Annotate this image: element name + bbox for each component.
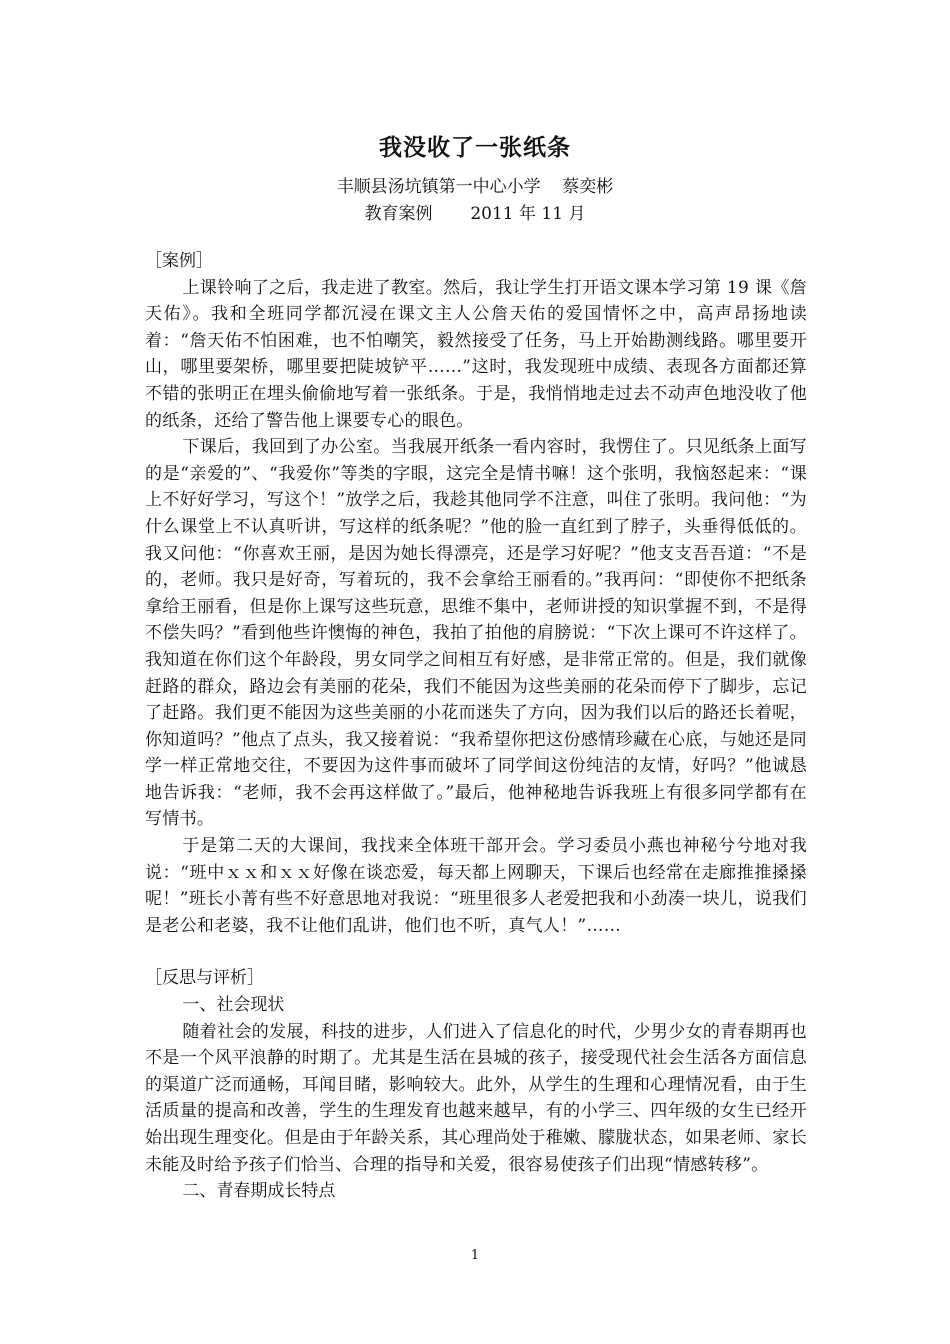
document-body	[145, 248, 807, 1205]
document-title: 我没收了一张纸条	[379, 135, 571, 161]
case-paragraph-2: 下课后，我回到了办公室。当我展开纸条一看内容时，我愣住了。只见纸条上面写的是“亲爱的”、“我爱你”等类的字眼，这完全是情书嘛！这个张明，我恼怒起来：“课上不好好学习，写这个！”放学之后，我趁其他同学不注意，叫住了张明。我问他：“为什么课堂上不认真听讲，写这样的纸条呢？”他的脸一直红到了脖子，头垂得低低的。我又问他：“你喜欢王丽，是因为她长得漂亮，还是学习好呢？”他支支吾吾道：“不是的，老师。我只是好奇，写着玩的，我不会拿给王丽看的。”我再问：“即使你不把纸条拿给王丽看，但是你上课写这些玩意，思维不集中，老师讲授的知识掌握不到，不是得不偿失吗？”看到他些许懊悔的神色，我拍了拍他的肩膀说：“下次上课可不许这样了。我知道在你们这个年龄段，男女同学之间相互有好感，是非常正常的。但是，我们就像赶路的群众，路边会有美丽的花朵，我们不能因为这些美丽的花朵而停下了脚步，忘记了赶路。我们更不能因为这些美丽的小花而迷失了方向，因为我们以后的路还长着呢，你知道吗？”他点了点头，我又接着说：“我希望你把这份感情珍藏在心底，与她还是同学一样正常地交往，不要因为这件事而破坏了同学间这份纯洁的友情，好吗？”他诚恳地告诉我：“老师，我不会再这样做了。”最后，他神秘地告诉我班上有很多同学都有在写情书。	[145, 437, 807, 830]
case-paragraph-3: 于是第二天的大课间，我找来全体班干部开会。学习委员小燕也神秘兮兮地对我说：“班中ｘｘ和ｘｘ好像在谈恋爱，每天都上网聊天，下课后也经常在走廊推推搡搡呢！”班长小菁有些不好意思地对我说：“班里很多人老爱把我和小劲凑一块儿，说我们是老公和老婆，我不让他们乱讲，他们也不听，真气人！”……	[145, 836, 807, 936]
document-type-date: 教育案例 2011 年 11 月	[364, 204, 586, 224]
case-heading: ［案例］	[145, 251, 213, 271]
reflection-subheading-2: 二、青春期成长特点	[182, 1181, 336, 1202]
section-spacer	[145, 939, 807, 965]
reflection-paragraph: 随着社会的发展，科技的进步，人们进入了信息化的时代，少男少女的青春期再也不是一个风平浪静的时期了。尤其是生活在县城的孩子，接受现代社会生活各方面信息的渠道广泛而通畅，耳闻目睹，影响较大。此外，从学生的生理和心理情况看，由于生活质量的提高和改善，学生的生理发育也越来越早，有的小学三、四年级的女生已经开始出现生理变化。但是由于年龄关系，其心理尚处于稚嫩、朦胧状态，如果老师、家长未能及时给予孩子们恰当、合理的指导和关爱，很容易使孩子们出现“情感转移”。	[145, 1021, 807, 1175]
reflection-subheading-1: 一、社会现状	[182, 995, 285, 1016]
case-paragraph-1: 上课铃响了之后，我走进了教室。然后，我让学生打开语文课本学习第 19 课《詹天佑》。我和全班同学都沉浸在课文主人公詹天佑的爱国情怀之中，高声昂扬地读着：“詹天佑不怕困难，也不怕嘲笑，毅然接受了任务，马上开始勘测线路。哪里要开山，哪里要架桥，哪里要把陡坡铲平……”这时，我发现班中成绩、表现各方面都还算不错的张明正在埋头偷偷地写着一张纸条。于是，我悄悄地走过去不动声色地没收了他的纸条，还给了警告他上课要专心的眼色。	[145, 277, 807, 431]
author-line: 丰顺县汤坑镇第一中心小学 蔡奕彬	[336, 177, 614, 197]
reflection-heading: ［反思与评析］	[145, 968, 264, 989]
page-number: 1	[470, 1248, 480, 1263]
